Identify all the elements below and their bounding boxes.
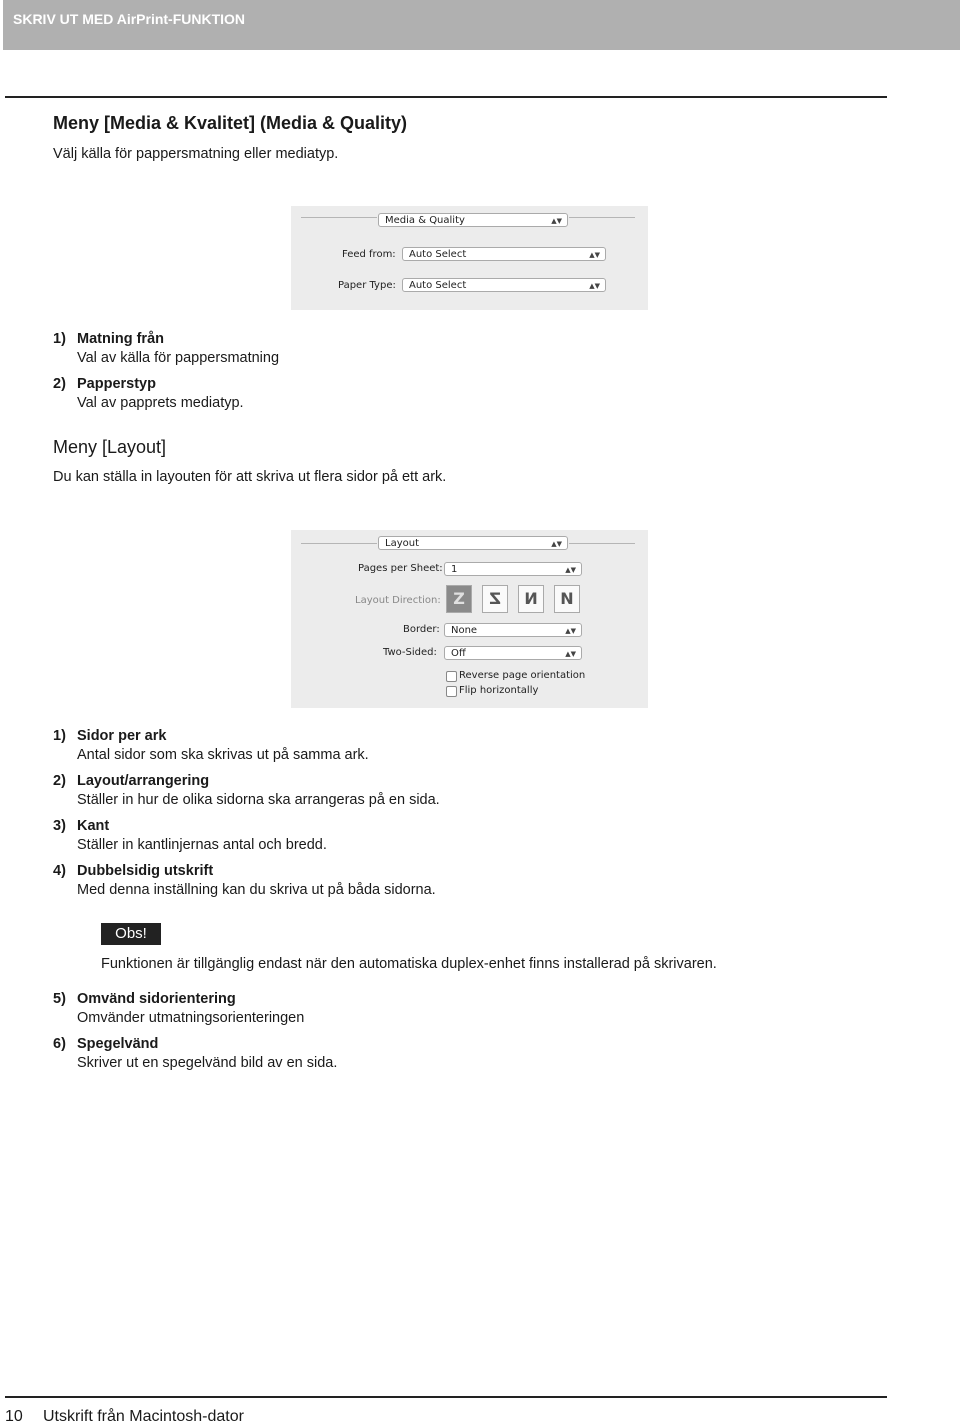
feed-from-value: Auto Select xyxy=(409,249,467,260)
layout-direction-n-icon[interactable]: N xyxy=(554,585,580,613)
layout-direction-z-reversed-icon[interactable]: Z xyxy=(482,585,508,613)
two-sided-popup[interactable] xyxy=(444,646,582,660)
divider xyxy=(569,217,635,218)
item-description: Ställer in hur de olika sidorna ska arrangeras på en sida. xyxy=(77,792,440,808)
menu-popup-label: Layout xyxy=(385,538,419,549)
layout-direction-n-reversed-icon[interactable]: N xyxy=(518,585,544,613)
section-media-title: Meny [Media & Kvalitet] (Media & Quality) xyxy=(53,113,408,133)
two-sided-value: Off xyxy=(451,648,466,659)
reverse-orientation-checkbox[interactable] xyxy=(446,671,457,682)
item-description: Omvänder utmatningsorienteringen xyxy=(77,1010,305,1026)
item-description: Antal sidor som ska skrivas ut på samma ark. xyxy=(77,747,369,763)
item-description: Med denna inställning kan du skriva ut på båda sidorna. xyxy=(77,882,436,898)
border-value: None xyxy=(451,625,478,636)
layout-screenshot xyxy=(291,530,648,708)
section-layout-title: Meny [Layout] xyxy=(53,437,167,457)
item-description: Ställer in kantlinjernas antal och bredd. xyxy=(77,837,327,853)
border-popup[interactable] xyxy=(444,623,582,637)
menu-popup[interactable] xyxy=(378,213,568,227)
updown-arrows-icon: ▲▼ xyxy=(565,650,576,658)
header-bar xyxy=(3,0,960,50)
updown-arrows-icon: ▲▼ xyxy=(589,251,600,259)
section-layout-intro: Du kan ställa in layouten för att skriva ut flera sidor på ett ark. xyxy=(53,469,447,485)
feed-from-label: Feed from: xyxy=(342,249,396,260)
header-title: SKRIV UT MED AirPrint-FUNKTION xyxy=(13,11,246,27)
divider xyxy=(301,543,377,544)
menu-popup[interactable] xyxy=(378,536,568,550)
item-number: 2) xyxy=(53,773,66,789)
media-quality-screenshot xyxy=(291,206,648,310)
paper-type-label: Paper Type: xyxy=(338,280,396,291)
item-number: 1) xyxy=(53,728,66,744)
divider xyxy=(569,543,635,544)
pages-per-sheet-popup[interactable] xyxy=(444,562,582,576)
item-number: 1) xyxy=(53,331,66,347)
item-description: Val av papprets mediatyp. xyxy=(77,395,244,411)
note-badge: Obs! xyxy=(101,923,161,945)
layout-direction-label: Layout Direction: xyxy=(355,595,441,606)
item-number: 2) xyxy=(53,376,66,392)
bottom-rule xyxy=(5,1396,887,1398)
updown-arrows-icon: ▲▼ xyxy=(551,540,562,548)
pages-per-sheet-label: Pages per Sheet: xyxy=(358,563,443,574)
footer-title: Utskrift från Macintosh-dator xyxy=(43,1408,244,1425)
item-number: 6) xyxy=(53,1036,66,1052)
updown-arrows-icon: ▲▼ xyxy=(565,627,576,635)
item-number: 3) xyxy=(53,818,66,834)
item-title: Matning från xyxy=(77,331,164,347)
pages-per-sheet-value: 1 xyxy=(451,564,458,575)
flip-horizontally-checkbox[interactable] xyxy=(446,686,457,697)
updown-arrows-icon: ▲▼ xyxy=(589,282,600,290)
flip-horizontally-label: Flip horizontally xyxy=(459,685,539,696)
item-title: Spegelvänd xyxy=(77,1036,159,1052)
item-title: Dubbelsidig utskrift xyxy=(77,863,214,879)
item-description: Skriver ut en spegelvänd bild av en sida. xyxy=(77,1055,338,1071)
reverse-orientation-label: Reverse page orientation xyxy=(459,670,586,681)
menu-popup-label: Media & Quality xyxy=(385,215,465,226)
paper-type-popup[interactable] xyxy=(402,278,606,292)
item-title: Omvänd sidorientering xyxy=(77,991,236,1007)
item-number: 5) xyxy=(53,991,66,1007)
paper-type-value: Auto Select xyxy=(409,280,467,291)
updown-arrows-icon: ▲▼ xyxy=(565,566,576,574)
feed-from-popup[interactable] xyxy=(402,247,606,261)
top-rule xyxy=(5,96,887,98)
item-description: Val av källa för pappersmatning xyxy=(77,350,280,366)
border-label: Border: xyxy=(403,624,440,635)
item-number: 4) xyxy=(53,863,66,879)
updown-arrows-icon: ▲▼ xyxy=(551,217,562,225)
item-title: Layout/arrangering xyxy=(77,773,210,789)
two-sided-label: Two-Sided: xyxy=(383,647,437,658)
section-media-intro: Välj källa för pappersmatning eller mediatyp. xyxy=(53,146,339,162)
item-title: Kant xyxy=(77,818,110,834)
note-text: Funktionen är tillgänglig endast när den automatiska duplex-enhet finns installerad på skrivaren. xyxy=(101,956,717,972)
divider xyxy=(301,217,377,218)
layout-direction-z-icon[interactable]: Z xyxy=(446,585,472,613)
item-title: Sidor per ark xyxy=(77,728,167,744)
page-number: 10 xyxy=(5,1408,23,1425)
item-title: Papperstyp xyxy=(77,376,156,392)
